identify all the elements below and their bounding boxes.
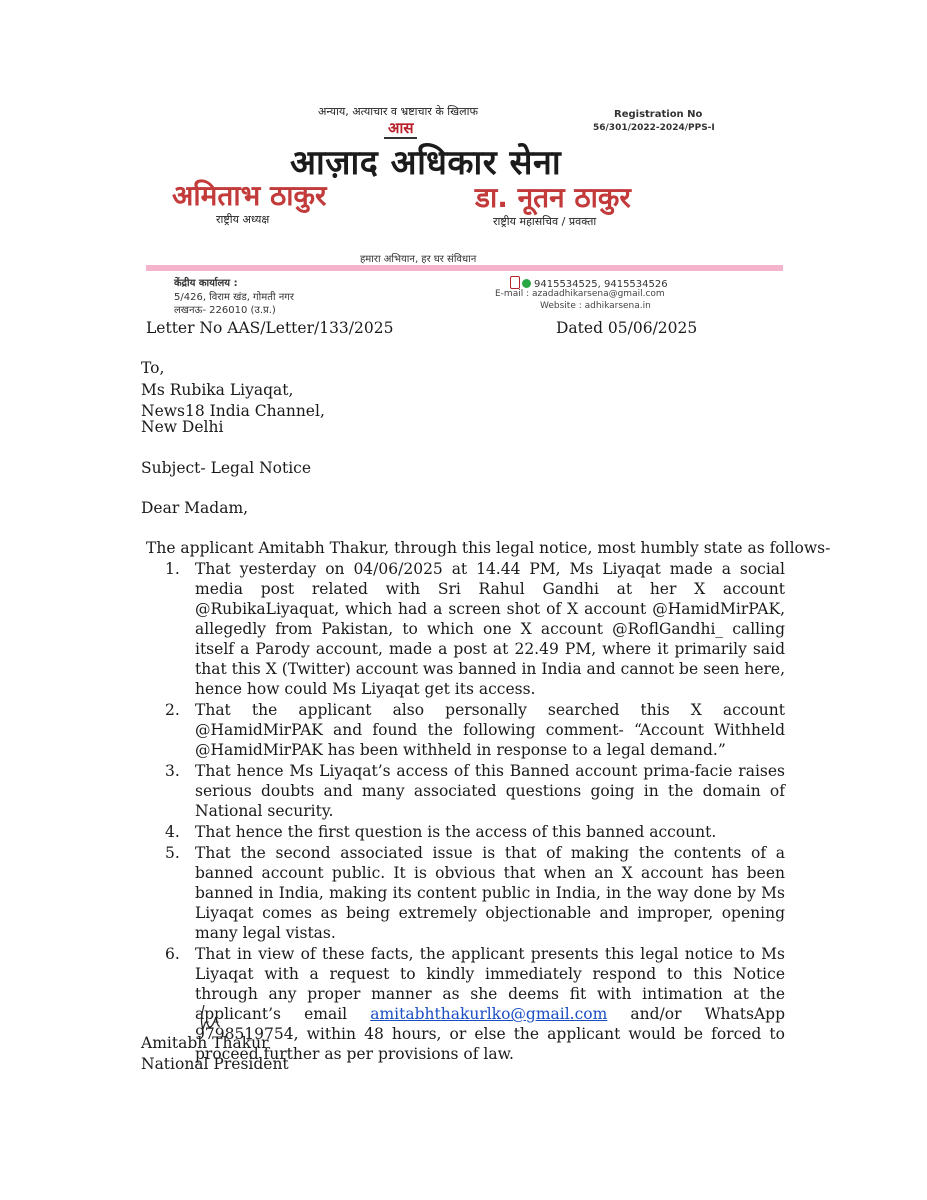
whatsapp-icon	[522, 279, 531, 288]
signature-mark	[196, 1003, 222, 1033]
list-number: 3.	[165, 762, 180, 780]
president-name-hindi: अमिताभ ठाकुर	[172, 179, 327, 212]
points-list	[165, 559, 785, 1064]
letterhead-divider	[146, 265, 783, 271]
registration-label: Registration No	[614, 109, 703, 120]
point6-text-after: and/or WhatsApp 9798519754, within 48 hours, or else the applicant would be forced to proceed further as per provisions of law.	[195, 1005, 785, 1063]
president-role-hindi: राष्ट्रीय अध्यक्ष	[216, 213, 270, 226]
phone-icon	[510, 276, 520, 289]
salutation: Dear Madam,	[141, 499, 249, 517]
contact-phones	[510, 276, 668, 290]
letter-date: Dated 05/06/2025	[556, 319, 698, 337]
list-text: That hence Ms Liyaqat’s access of this Banned account prima-facie raises serious doubts and many associated questions going in the domain of National security.	[195, 762, 785, 820]
signer-name: Amitabh Thakur	[141, 1034, 269, 1052]
secretary-role-hindi: राष्ट्रीय महासचिव / प्रवक्ता	[493, 215, 597, 228]
office-address-line1: 5/426, विराम खंड, गोमती नगर	[174, 292, 294, 303]
list-item	[165, 700, 785, 760]
office-label: केंद्रीय कार्यालय :	[174, 278, 238, 289]
addressee-name: Ms Rubika Liyaqat,	[141, 381, 294, 399]
secretary-name-hindi: डा. नूतन ठाकुर	[475, 181, 631, 214]
list-text: That the applicant also personally searched this X account @HamidMirPAK and found the following comment- “Account Withheld @HamidMirPAK has been withheld in response to a legal demand.”	[195, 701, 785, 759]
list-number: 5.	[165, 844, 180, 862]
org-name: आज़ाद अधिकार सेना	[290, 143, 562, 183]
addressee-city: New Delhi	[141, 418, 224, 436]
signer-title: National President	[141, 1055, 289, 1073]
intro-paragraph: The applicant Amitabh Thakur, through this legal notice, most humbly state as follows-	[146, 539, 831, 557]
contact-website: Website : adhikarsena.in	[540, 301, 651, 311]
letterhead-tagline: अन्याय, अत्याचार व भ्रष्टाचार के खिलाफ	[318, 105, 478, 118]
list-number: 6.	[165, 945, 180, 963]
registration-number: 56/301/2022-2024/PPS-I	[593, 123, 715, 133]
list-item	[165, 822, 785, 842]
office-address-line2: लखनऊ- 226010 (उ.प्र.)	[174, 305, 276, 316]
list-item	[165, 559, 785, 699]
subject-line: Subject- Legal Notice	[141, 459, 312, 477]
list-text: That yesterday on 04/06/2025 at 14.44 PM, Ms Liyaqat made a social media post related with Sri Rahul Gandhi at her X account @RubikaLiyaquat, which had a screen shot of X account @HamidMirPAK, allegedly from Pakistan, to which one X account @RoflGandhi_ calling itself a Parody account, made a post at 22.49 PM, where it primarily said that this X (Twitter) account was banned in India and cannot be seen here, hence how could Ms Liyaqat get its access.	[195, 560, 785, 698]
to-line: To,	[141, 359, 165, 377]
applicant-email-link[interactable]: amitabhthakurlko@gmail.com	[370, 1005, 608, 1023]
list-text: That the second associated issue is that of making the contents of a banned account public. It is obvious that when an X account has been banned in India, making its content public in India, in the way done by Ms Liyaqat comes as being extremely objectionable and improper, opening many legal vistas.	[195, 844, 785, 942]
org-short-logo: आस	[384, 120, 417, 139]
contact-email: E-mail : azadadhikarsena@gmail.com	[495, 289, 665, 299]
list-text	[195, 944, 785, 1064]
list-number: 4.	[165, 823, 180, 841]
addressee-organisation: News18 India Channel,	[141, 402, 325, 420]
list-item	[165, 843, 785, 943]
list-number: 2.	[165, 701, 180, 719]
phone-numbers: 9415534525, 9415534526	[534, 279, 668, 290]
list-item	[165, 761, 785, 821]
letter-number: Letter No AAS/Letter/133/2025	[146, 319, 394, 337]
list-number: 1.	[165, 560, 180, 578]
point6-text-before: That in view of these facts, the applicant presents this legal notice to Ms Liyaqat with a request to kindly immediately respond to this Notice through any proper manner as she deems fit with intimation at the applicant’s email	[195, 945, 785, 1023]
letterhead-motto: हमारा अभियान, हर घर संविधान	[360, 254, 477, 265]
list-text: That hence the first question is the access of this banned account.	[195, 823, 717, 841]
